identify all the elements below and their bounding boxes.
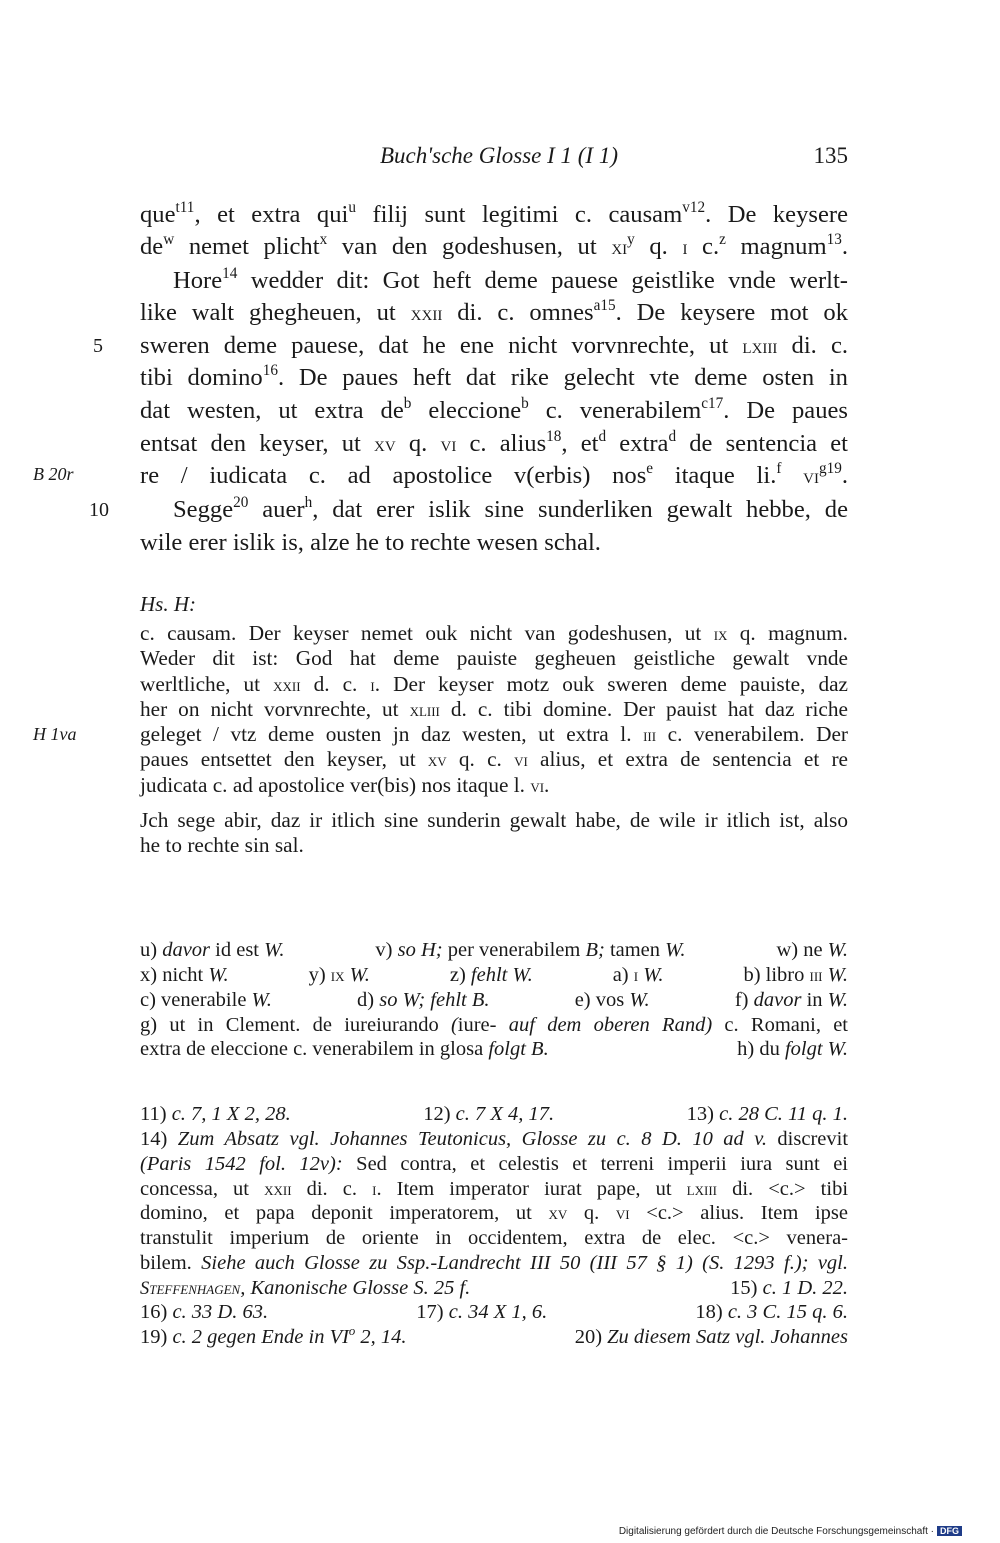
margin-siglum-b20r: B 20r <box>33 464 74 484</box>
main-line-7: dat westen, ut extra $de^b$ eleccione$^b$ c. venerabilem$^{c17}$. De paues <box>140 395 848 424</box>
main-line-11: wile erer islik is, alze he to rechte wesen schal. <box>140 529 601 556</box>
footnote-row-8: Steffenhagen, Kanonische Glosse S. 25 f. 15) c. 1 D. 22. <box>140 1277 848 1299</box>
dfg-credit <box>619 1526 962 1537</box>
footnote-row-10: 19) c. 2 gegen Ende in $VI^o$ 2, 14. 20) Zu diesem Satz vgl. Johannes <box>140 1323 848 1348</box>
hs-line-4: her on nicht vorvnrechte, ut xliii d. c. tibi domine. Der pauist hat daz riche <box>140 697 848 721</box>
main-line-6: tibi domino$^{16}$. De paues heft dat rike gelecht vte deme osten in <box>140 362 848 391</box>
hs-line-3: werltliche, ut xxii d. c. i. Der keyser motz ouk sweren deme pauiste, daz <box>140 672 849 696</box>
line-number-5: 5 <box>93 335 103 357</box>
main-line-5: sweren deme pauese, dat he ene nicht vorvnrechte, ut lxiii di. c. <box>140 332 849 359</box>
hs-h-label: Hs. H: <box>140 592 196 616</box>
hs-line-5: geleget / vtz deme ousten jn daz westen, ut extra l. iii c. venerabilem. Der <box>140 722 848 746</box>
footnote-row-3: (Paris 1542 fol. 12v): Sed contra, et celestis et terreni imperii iura sunt ei <box>140 1153 849 1175</box>
dfg-credit-text: Digitalisierung gefördert durch die Deutsche Forschungsgemeinschaft · <box>618 1526 934 1537</box>
variant-row-1: u) davor id est W. v) so H; per venerabilem B; tamen W. w) ne W. <box>140 939 848 961</box>
hs-line-9: he to rechte sin sal. <box>140 833 304 857</box>
hs-line-1: c. causam. Der keyser nemet ouk nicht van godeshusen, ut ix q. magnum. <box>140 621 848 645</box>
footnote-row-5: domino, et papa deponit imperatorem, ut xv q. vi <c.> alius. Item ipse <box>140 1202 848 1224</box>
footnote-row-7: bilem. Siehe auch Glosse zu Ssp.-Landrecht III 50 (III 57 § 1) (S. 1293 f.); vgl. <box>140 1252 848 1274</box>
variant-row-5: extra de eleccione c. venerabilem in glosa folgt B. h) du folgt W. <box>140 1038 848 1060</box>
footnote-row-4: concessa, ut xxii di. c. i. Item imperator iurat pape, ut lxiii di. <c.> tibi <box>140 1178 849 1200</box>
margin-siglum-h1va: H 1va <box>33 724 77 744</box>
main-line-10: Segge$^{20}$ auer$^h$, dat erer islik sine sunderliken gewalt hebbe, de <box>173 494 848 523</box>
main-line-3: Hore$^{14}$ wedder dit: Got heft deme pauese geistlike vnde werlt- <box>173 265 848 294</box>
main-line-8: entsat den keyser, ut xv q. vi c. alius$^{18}$, $et^d$ extra$^d$ de sentencia et <box>140 428 849 457</box>
footnote-row-9: 16) c. 33 D. 63. 17) c. 34 X 1, 6. 18) c. 3 C. 15 q. 6. <box>140 1301 848 1323</box>
main-line-1: que$^{t11}$, et extra qui$^u$ filij sunt legitimi c. causam$^{v12}$. De keysere <box>140 199 848 228</box>
hs-line-7: judicata c. ad apostolice ver(bis) nos itaque l. vi. <box>140 773 550 797</box>
main-line-2: $de^w$ nemet plicht$^x$ van den godeshusen, ut $xi^y$ q. i c.$^z$ magnum$^{13}$. <box>140 231 848 260</box>
footnote-row-1: 11) c. 7, 1 X 2, 28. 12) c. 7 X 4, 17. 13) c. 28 C. 11 q. 1. <box>140 1103 848 1125</box>
hs-line-2: Weder dit ist: God hat deme pauiste gegheuen geistliche gewalt vnde <box>140 646 848 670</box>
running-header <box>0 143 848 175</box>
variant-row-4: g) ut in Clement. de iureiurando (iure- auf dem oberen Rand) c. Romani, et <box>140 1014 848 1036</box>
main-line-9: re / iudicata c. ad apostolice v(erbis) nos$^e$ itaque li.$^f$ $vi^{g19}$. <box>140 460 849 489</box>
running-title: Buch'sche Glosse I 1 (I 1) <box>379 143 618 168</box>
hs-line-8: Jch sege abir, daz ir itlich sine sunderin gewalt habe, de wile ir itlich ist, also <box>140 808 848 832</box>
dfg-logo: DFG <box>937 1526 962 1536</box>
hs-line-6: paues entsettet den keyser, ut xv q. c. vi alius, et extra de sentencia et re <box>140 747 848 771</box>
line-number-10: 10 <box>89 499 109 521</box>
main-line-4: like walt ghegheuen, ut xxii di. c. omnes$^{a15}$. De keysere mot ok <box>140 297 849 326</box>
footnote-row-2: 14) Zum Absatz vgl. Johannes Teutonicus, Glosse zu c. 8 D. 10 ad v. discrevit <box>140 1128 849 1150</box>
page-number: 135 <box>813 143 848 168</box>
variant-row-2: x) nicht W. y) ix W. z) fehlt W. a) i W. b) libro iii W. <box>140 964 848 986</box>
footnote-row-6: transtulit imperium de oriente in occidentem, extra de elec. <c.> venera- <box>140 1227 848 1249</box>
variant-row-3: c) venerabile W. d) so W; fehlt B. e) vos W. f) davor in W. <box>140 989 848 1011</box>
